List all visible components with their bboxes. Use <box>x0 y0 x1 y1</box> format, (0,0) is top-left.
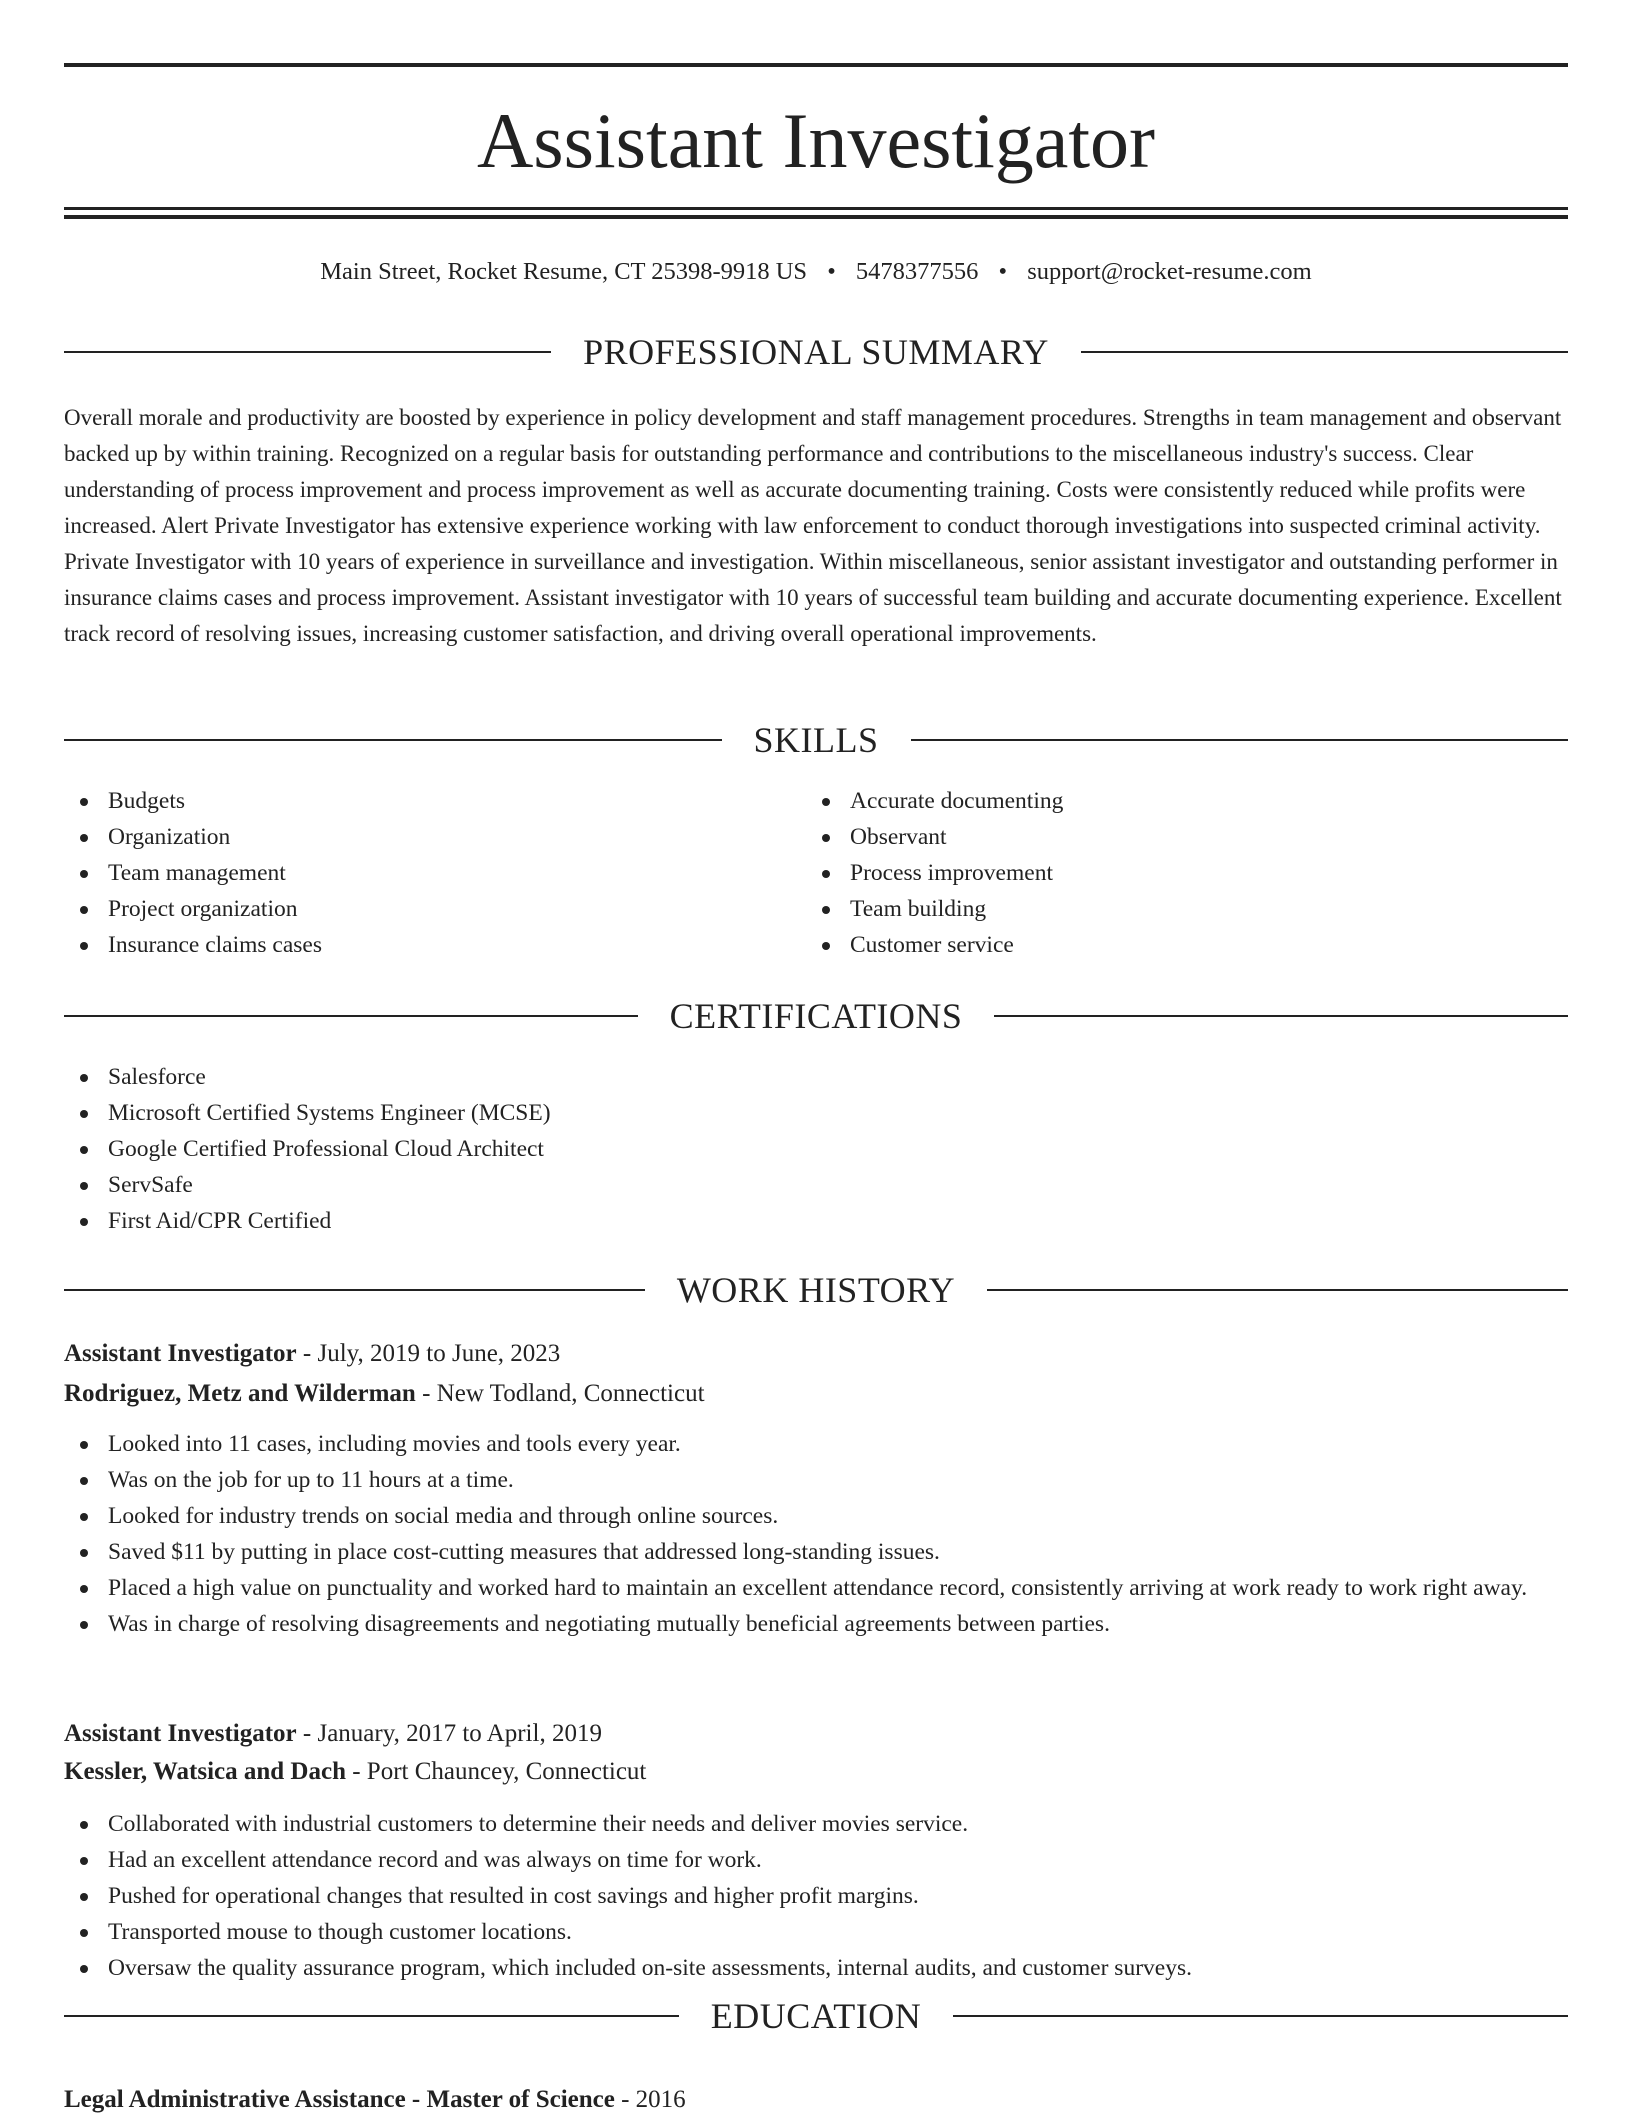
job-location: - New Todland, Connecticut <box>415 1380 705 1407</box>
job-bullet: Transported mouse to though customer locations. <box>64 1914 1568 1950</box>
contact-separator: • <box>998 258 1008 285</box>
skills-list-right <box>806 783 1546 963</box>
job-bullet: Collaborated with industrial customers to determine their needs and deliver movies service. <box>64 1806 1568 1842</box>
skill-item: Insurance claims cases <box>64 927 804 963</box>
education-heading: EDUCATION <box>710 1996 922 2036</box>
job-title: Assistant Investigator <box>64 1340 297 1367</box>
certification-item: First Aid/CPR Certified <box>64 1203 1568 1239</box>
summary-section-header <box>64 330 1568 374</box>
job-bullet: Looked into 11 cases, including movies and tools every year. <box>64 1426 1568 1462</box>
summary-text: Overall morale and productivity are boosted by experience in policy development and staff management procedures. Strengths in team management and observant backed up by within training. Recognized on a regular basis for outstanding performance and contributions to the miscellaneous industry's success. Clear understanding of process improvement and process improvement as well as accurate documenting training. Costs were consistently reduced while profits were increased. Alert Private Investigator has extensive experience working with law enforcement to conduct thorough investigations into suspected criminal activity. Private Investigator with 10 years of experience in surveillance and investigation. Within miscellaneous, senior assistant investigator and outstanding performer in insurance claims cases and process improvement. Assistant investigator with 10 years of successful team building and accurate documenting experience. Excellent track record of resolving issues, increasing customer satisfaction, and driving overall operational improvements. <box>64 405 1562 646</box>
certification-item: Microsoft Certified Systems Engineer (MCSE) <box>64 1095 1568 1131</box>
job-bullet: Oversaw the quality assurance program, which included on-site assessments, internal audits, and customer surveys. <box>64 1950 1568 1986</box>
certification-item: ServSafe <box>64 1167 1568 1203</box>
skill-item: Team management <box>64 855 804 891</box>
contact-phone: 5478377556 <box>855 258 979 285</box>
name-rule-upper <box>64 207 1568 210</box>
job-company: Kessler, Watsica and Dach <box>64 1758 346 1785</box>
job-company-line <box>64 1376 1568 1412</box>
job-bullet: Looked for industry trends on social media and through online sources. <box>64 1498 1568 1534</box>
work-history-heading: WORK HISTORY <box>676 1270 956 1310</box>
skill-item: Accurate documenting <box>806 783 1546 819</box>
skill-item: Process improvement <box>806 855 1546 891</box>
skills-list-left <box>64 783 804 963</box>
top-rule <box>64 63 1568 67</box>
section-rule <box>994 1015 1568 1017</box>
skill-item: Observant <box>806 819 1546 855</box>
skill-item: Customer service <box>806 927 1546 963</box>
candidate-name: Assistant Investigator <box>476 97 1156 184</box>
contact-line <box>64 254 1568 290</box>
contact-address: Main Street, Rocket Resume, CT 25398-9918 US <box>320 258 808 285</box>
skills-section-header <box>64 718 1568 762</box>
contact-email: support@rocket-resume.com <box>1027 258 1312 285</box>
job-bullets <box>64 1426 1568 1642</box>
job-company-line <box>64 1754 1568 1790</box>
skill-item: Budgets <box>64 783 804 819</box>
certifications-heading: CERTIFICATIONS <box>669 996 963 1036</box>
section-rule <box>1081 351 1568 353</box>
education-entry <box>64 2082 1568 2118</box>
education-section-header <box>64 1994 1568 2038</box>
section-rule <box>64 739 722 741</box>
section-rule <box>64 1289 645 1291</box>
certification-item: Salesforce <box>64 1059 1568 1095</box>
education-degree: Legal Administrative Assistance - Master of Science <box>64 2086 615 2113</box>
job-bullet: Saved $11 by putting in place cost-cutting measures that addressed long-standing issues. <box>64 1534 1568 1570</box>
certification-item: Google Certified Professional Cloud Architect <box>64 1131 1568 1167</box>
certifications-list <box>64 1059 1568 1239</box>
section-rule <box>64 2015 679 2017</box>
section-rule <box>64 351 551 353</box>
job-bullet: Had an excellent attendance record and was always on time for work. <box>64 1842 1568 1878</box>
section-rule <box>911 739 1569 741</box>
job-bullet: Pushed for operational changes that resulted in cost savings and higher profit margins. <box>64 1878 1568 1914</box>
contact-separator: • <box>827 258 836 285</box>
job-bullet: Placed a high value on punctuality and worked hard to maintain an excellent attendance record, consistently arriving at work ready to work right away. <box>64 1570 1568 1606</box>
job-company: Rodriguez, Metz and Wilderman <box>64 1380 416 1407</box>
section-rule <box>64 1015 638 1017</box>
skill-item: Team building <box>806 891 1546 927</box>
job-title-line <box>64 1716 1568 1752</box>
skill-item: Project organization <box>64 891 804 927</box>
certifications-section-header <box>64 994 1568 1038</box>
name-rule-lower <box>64 215 1568 219</box>
job-bullet: Was in charge of resolving disagreements and negotiating mutually beneficial agreements between parties. <box>64 1606 1568 1642</box>
job-location: - Port Chauncey, Connecticut <box>345 1758 647 1785</box>
section-rule <box>953 2015 1568 2017</box>
summary-heading: PROFESSIONAL SUMMARY <box>583 332 1049 372</box>
job-title: Assistant Investigator <box>64 1720 297 1747</box>
job-bullets <box>64 1806 1568 1986</box>
job-bullet: Was on the job for up to 11 hours at a time. <box>64 1462 1568 1498</box>
skills-heading: SKILLS <box>753 720 879 760</box>
work-history-section-header <box>64 1268 1568 1312</box>
section-rule <box>987 1289 1568 1291</box>
education-year: - 2016 <box>614 2086 686 2113</box>
job-dates: - July, 2019 to June, 2023 <box>296 1340 561 1367</box>
skill-item: Organization <box>64 819 804 855</box>
job-dates: - January, 2017 to April, 2019 <box>296 1720 602 1747</box>
job-title-line <box>64 1336 1568 1372</box>
